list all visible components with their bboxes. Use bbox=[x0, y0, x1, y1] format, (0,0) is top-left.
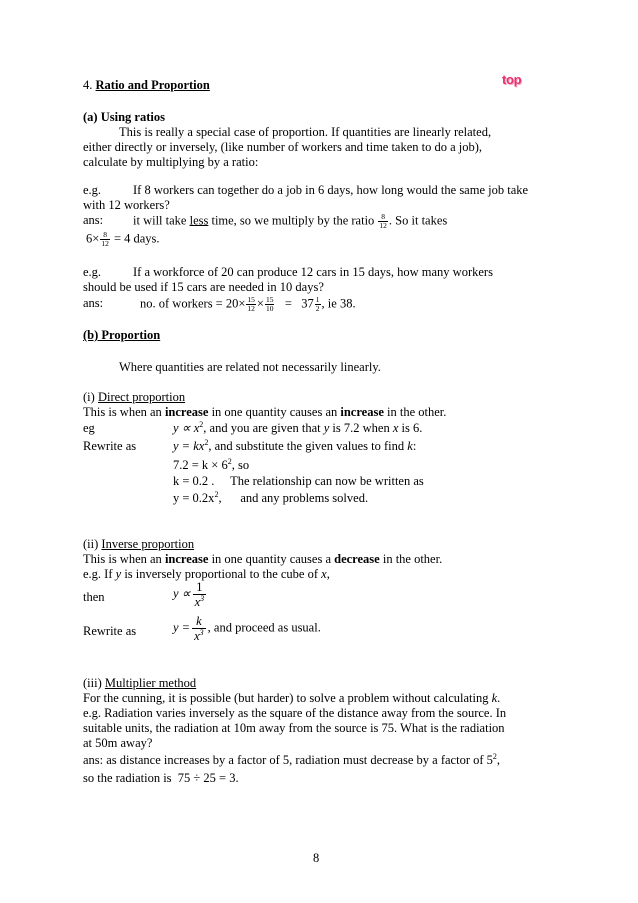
calc-numerator: 15 bbox=[247, 295, 255, 304]
increase-word: increase bbox=[164, 552, 209, 566]
text-part: e.g. If bbox=[83, 567, 116, 581]
page-number: 8 bbox=[313, 851, 320, 865]
section-heading bbox=[83, 78, 210, 93]
calc-denominator: 2 bbox=[315, 304, 320, 313]
text-part: , bbox=[218, 491, 222, 505]
direct-step bbox=[173, 458, 249, 473]
multiplier-paragraph-line: e.g. Radiation varies inversely as the square of the distance away from the source. In bbox=[83, 706, 507, 720]
math-expression: y = 0.2x bbox=[173, 491, 215, 505]
exponent: 2 bbox=[214, 490, 219, 499]
calc-denominator: 12 bbox=[247, 304, 255, 313]
text-part: This is when an bbox=[83, 552, 165, 566]
math-fraction bbox=[192, 614, 206, 643]
answer-calculation bbox=[86, 231, 160, 248]
math-expression: k = 0.2 . bbox=[173, 474, 215, 488]
multiplier-title: Multiplier method bbox=[104, 676, 197, 690]
text-part: , and substitute the given values to find bbox=[208, 439, 408, 453]
math-variable: x bbox=[194, 595, 201, 609]
text-part: For the cunning, it is possible (but harder) to solve a problem without calculating bbox=[83, 691, 492, 705]
text-part: is 7.2 when bbox=[329, 421, 393, 435]
section-title: Ratio and Proportion bbox=[95, 78, 210, 92]
text-part: This is when an bbox=[83, 405, 165, 419]
math-variable: y bbox=[115, 567, 122, 581]
increase-word: increase bbox=[340, 405, 384, 419]
text-part: ans: as distance increases by a factor of 5, radiation must decrease by a factor of bbox=[83, 753, 484, 767]
direct-step bbox=[173, 491, 368, 506]
section-number: 4. bbox=[83, 78, 93, 92]
answer-text-part: it will take bbox=[133, 213, 190, 228]
text-part: , bbox=[326, 567, 330, 581]
calc-denominator: 10 bbox=[265, 304, 274, 313]
multiplier-method-heading bbox=[83, 676, 196, 691]
calc-fraction bbox=[246, 296, 256, 313]
inverse-title: Inverse proportion bbox=[101, 537, 195, 551]
inverse-then-expression bbox=[173, 580, 208, 609]
multiplier-paragraph-line bbox=[83, 771, 239, 786]
text-part: in one quantity causes an bbox=[208, 405, 341, 419]
text-part: The relationship can now be written as bbox=[230, 474, 424, 488]
text-part: is inversely proportional to the cube of bbox=[121, 567, 322, 581]
math-variable: x bbox=[321, 567, 327, 581]
direct-eg-label: eg bbox=[83, 421, 95, 435]
direct-number: (i) bbox=[83, 390, 98, 404]
multiplier-paragraph-line bbox=[83, 691, 500, 706]
less-word: less bbox=[189, 213, 209, 228]
fraction-denominator bbox=[193, 595, 207, 609]
math-expression: y ∝ bbox=[173, 586, 191, 601]
example-question: If 8 workers can together do a job in 6 days, how long would the same job take bbox=[133, 183, 529, 197]
text-part: so the radiation is bbox=[83, 771, 172, 785]
top-link[interactable]: top bbox=[502, 72, 522, 87]
multiplier-paragraph-line: suitable units, the radiation at 10m away from the source is 75. What is the radiation bbox=[83, 721, 505, 735]
inverse-then-label: then bbox=[83, 590, 105, 604]
math-fraction bbox=[193, 580, 207, 609]
calc-part: = 4 bbox=[113, 231, 131, 246]
math-variable: x bbox=[392, 421, 399, 435]
calc-fraction bbox=[315, 296, 321, 313]
direct-step bbox=[173, 474, 424, 489]
calc-part: 37 bbox=[301, 296, 314, 311]
direct-proportion-heading bbox=[83, 390, 185, 405]
a-paragraph-line: This is really a special case of proportion. If quantities are linearly related, bbox=[119, 125, 492, 139]
subsection-b-heading: (b) Proportion bbox=[83, 328, 161, 342]
direct-rewrite-expression bbox=[173, 439, 416, 454]
text-part: in one quantity causes a bbox=[208, 552, 335, 566]
ratio-numerator: 8 bbox=[378, 213, 388, 222]
text-part: in the other. bbox=[379, 552, 443, 566]
calc-part: 6× bbox=[86, 231, 100, 246]
calc-numerator: 1 bbox=[315, 295, 320, 304]
text-part: is 6. bbox=[398, 421, 423, 435]
example-question: with 12 workers? bbox=[83, 198, 170, 212]
math-expression: y = bbox=[173, 620, 191, 635]
decrease-word: decrease bbox=[334, 552, 380, 566]
calc-numerator: 15 bbox=[265, 295, 274, 304]
text-part: , so bbox=[231, 458, 250, 472]
calc-part: , ie 38. bbox=[321, 296, 356, 311]
math-variable: k bbox=[407, 439, 413, 453]
calc-part: days. bbox=[130, 231, 160, 246]
answer-text-part: . So it takes bbox=[388, 213, 448, 228]
math-expression: 75 ÷ 25 = 3. bbox=[177, 771, 239, 785]
multiplier-paragraph-line: at 50m away? bbox=[83, 736, 153, 750]
exponent: 2 bbox=[227, 457, 232, 466]
direct-eg-expression bbox=[173, 421, 422, 436]
subsection-a-heading: (a) Using ratios bbox=[83, 110, 165, 124]
text-part: , bbox=[496, 753, 501, 767]
b-paragraph: Where quantities are related not necessarily linearly. bbox=[119, 360, 381, 374]
example-question: If a workforce of 20 can produce 12 cars in 15 days, how many workers bbox=[133, 265, 493, 279]
text-part: , and proceed as usual. bbox=[207, 620, 321, 635]
multiplier-paragraph-line bbox=[83, 753, 500, 768]
direct-rewrite-label: Rewrite as bbox=[83, 439, 137, 453]
increase-word: increase bbox=[164, 405, 209, 419]
direct-definition bbox=[83, 405, 446, 420]
calc-part: = bbox=[284, 296, 292, 311]
ratio-denominator: 12 bbox=[379, 221, 387, 230]
exponent: 2 bbox=[492, 752, 497, 761]
inverse-rewrite-expression bbox=[173, 614, 321, 643]
inverse-rewrite-label: Rewrite as bbox=[83, 624, 137, 638]
inverse-proportion-heading bbox=[83, 537, 194, 552]
a-paragraph-line: calculate by multiplying by a ratio: bbox=[83, 155, 259, 169]
math-expression: 5 bbox=[486, 753, 493, 767]
fraction-numerator: 1 bbox=[193, 580, 207, 595]
math-variable: y bbox=[323, 421, 330, 435]
calc-numerator: 8 bbox=[100, 231, 110, 240]
calc-part: 20× bbox=[225, 296, 246, 311]
a-paragraph-line: either directly or inversely, (like number of workers and time taken to do a job), bbox=[83, 140, 483, 154]
math-expression: 7.2 = k × 6 bbox=[173, 458, 228, 472]
text-part: in the other. bbox=[383, 405, 447, 419]
example-label: e.g. bbox=[83, 183, 102, 197]
direct-title: Direct proportion bbox=[97, 390, 186, 404]
math-expression: y ∝ x bbox=[173, 421, 200, 435]
calc-part: no. of workers = bbox=[140, 296, 223, 311]
exponent: 2 bbox=[199, 420, 204, 429]
exponent: 3 bbox=[199, 628, 204, 637]
answer-label: ans: bbox=[83, 296, 104, 310]
answer-text-part: time, so we multiply by the ratio bbox=[208, 213, 375, 228]
answer-label: ans: bbox=[83, 213, 104, 227]
example-question: should be used if 15 cars are needed in 10 days? bbox=[83, 280, 324, 294]
inverse-definition bbox=[83, 552, 442, 567]
exponent: 3 bbox=[200, 594, 205, 603]
answer-text bbox=[133, 213, 447, 230]
text-part: : bbox=[412, 439, 417, 453]
answer-calculation: no. of workers = 20× $\frac{15}{12}$ × $\frac{15}{10}$ = 37 $\frac{1}{2}$ , ie 38. bbox=[140, 295, 356, 313]
math-variable: x bbox=[194, 629, 200, 643]
math-expression: y = kx bbox=[173, 439, 205, 453]
calc-fraction bbox=[265, 296, 275, 313]
multiplier-number: (iii) bbox=[83, 676, 105, 690]
inverse-number: (ii) bbox=[83, 537, 102, 551]
calc-fraction bbox=[100, 231, 110, 248]
example-label: e.g. bbox=[83, 265, 102, 279]
math-variable: k bbox=[491, 691, 498, 705]
fraction-numerator: k bbox=[192, 614, 206, 629]
exponent: 2 bbox=[204, 438, 209, 447]
text-part: and any problems solved. bbox=[240, 491, 369, 505]
text-part: , and you are given that bbox=[203, 421, 324, 435]
text-part: . bbox=[497, 691, 501, 705]
ratio-fraction bbox=[378, 213, 388, 230]
fraction-denominator bbox=[192, 629, 206, 643]
calc-denominator: 12 bbox=[101, 239, 109, 248]
